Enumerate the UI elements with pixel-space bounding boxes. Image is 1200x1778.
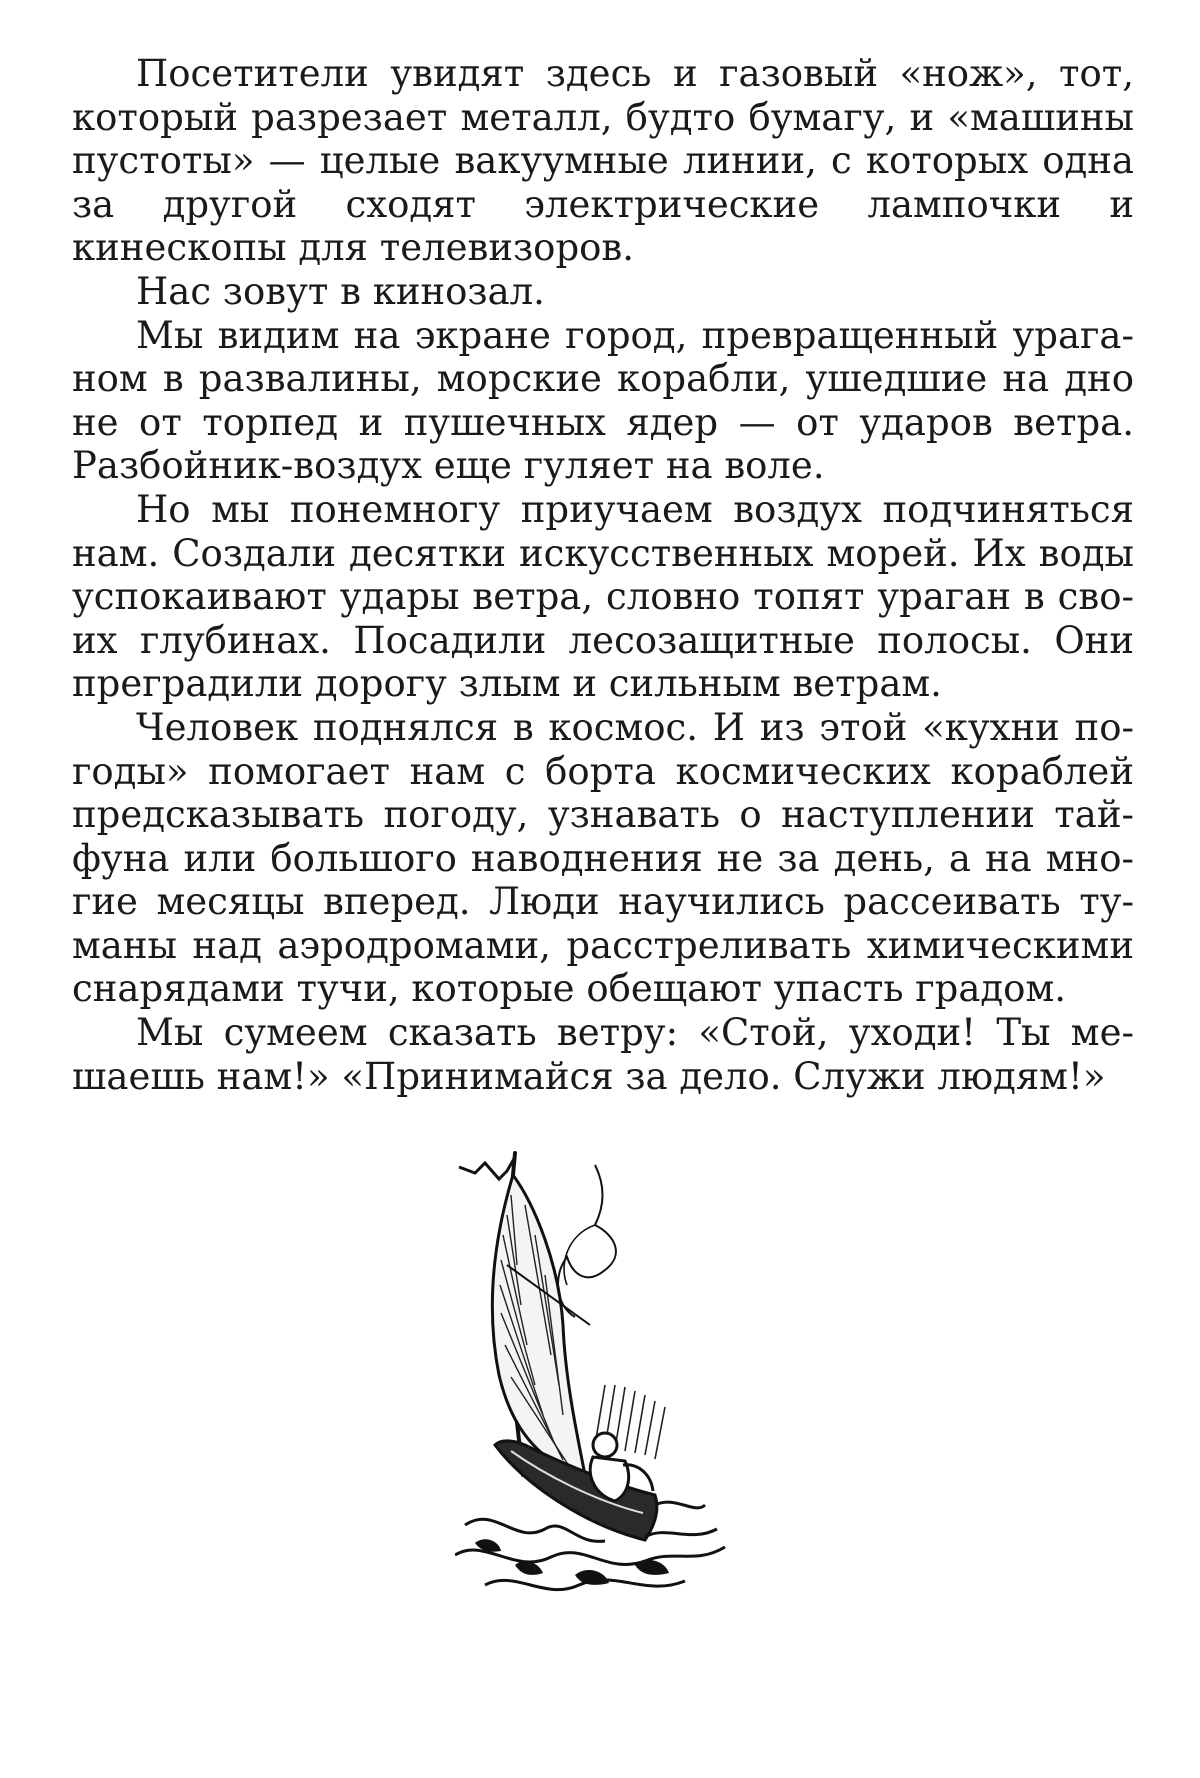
- cloud-icon: [558, 1165, 616, 1317]
- paragraph-taming-air: Но мы понемногу приучаем воздух подчиняться нам. Создали десятки искусственных морей. Их воды успокаивают удары ветра, словно топят ураган в своих глубинах. Посадили лесозащитные полосы. Они преградили дорогу злым и сильным ветрам.: [72, 487, 1134, 706]
- paragraph-exhibition: Посетители увидят здесь и газовый «нож», тот, который разрезает металл, будто бумагу, и «машины пустоты» — целые вакуумные линии, с которых одна за другой сходят электрические лампочки и кинескопы для телевизоров.: [72, 52, 1134, 270]
- sailboat-svg: [455, 1145, 745, 1615]
- paragraph-hurricane-city: Мы видим на экране город, превращенный ураганом в развалины, морские корабли, ушедшие на дно не от торпед и пушечных ядер — от ударов ветра. Разбойник-воздух еще гуляет на воле.: [72, 313, 1134, 488]
- wave-foam-icon: [475, 1539, 669, 1585]
- paragraph-space-weather: Человек поднялся в космос. И из этой «кухни погоды» помогает нам с борта космических кораблей предсказывать погоду, узнавать о наступлении тайфуна или большого наводнения не за день, а на многие месяцы вперед. Люди научились рассеивать туманы над аэродромами, расстреливать химическими снарядами тучи, которые обещают упасть градом.: [72, 705, 1134, 1011]
- pennant-icon: [459, 1157, 515, 1179]
- sailor-head-icon: [593, 1433, 617, 1457]
- paragraph-tell-the-wind: Мы сумеем сказать ветру: «Стой, уходи! Ты мешаешь нам!» «Принимайся за дело. Служи людям!»: [72, 1011, 1134, 1098]
- sailboat-in-storm-icon: [455, 1145, 745, 1615]
- paragraph-cinema-call: Нас зовут в кинозал.: [136, 269, 545, 313]
- body-text: [72, 52, 1134, 1098]
